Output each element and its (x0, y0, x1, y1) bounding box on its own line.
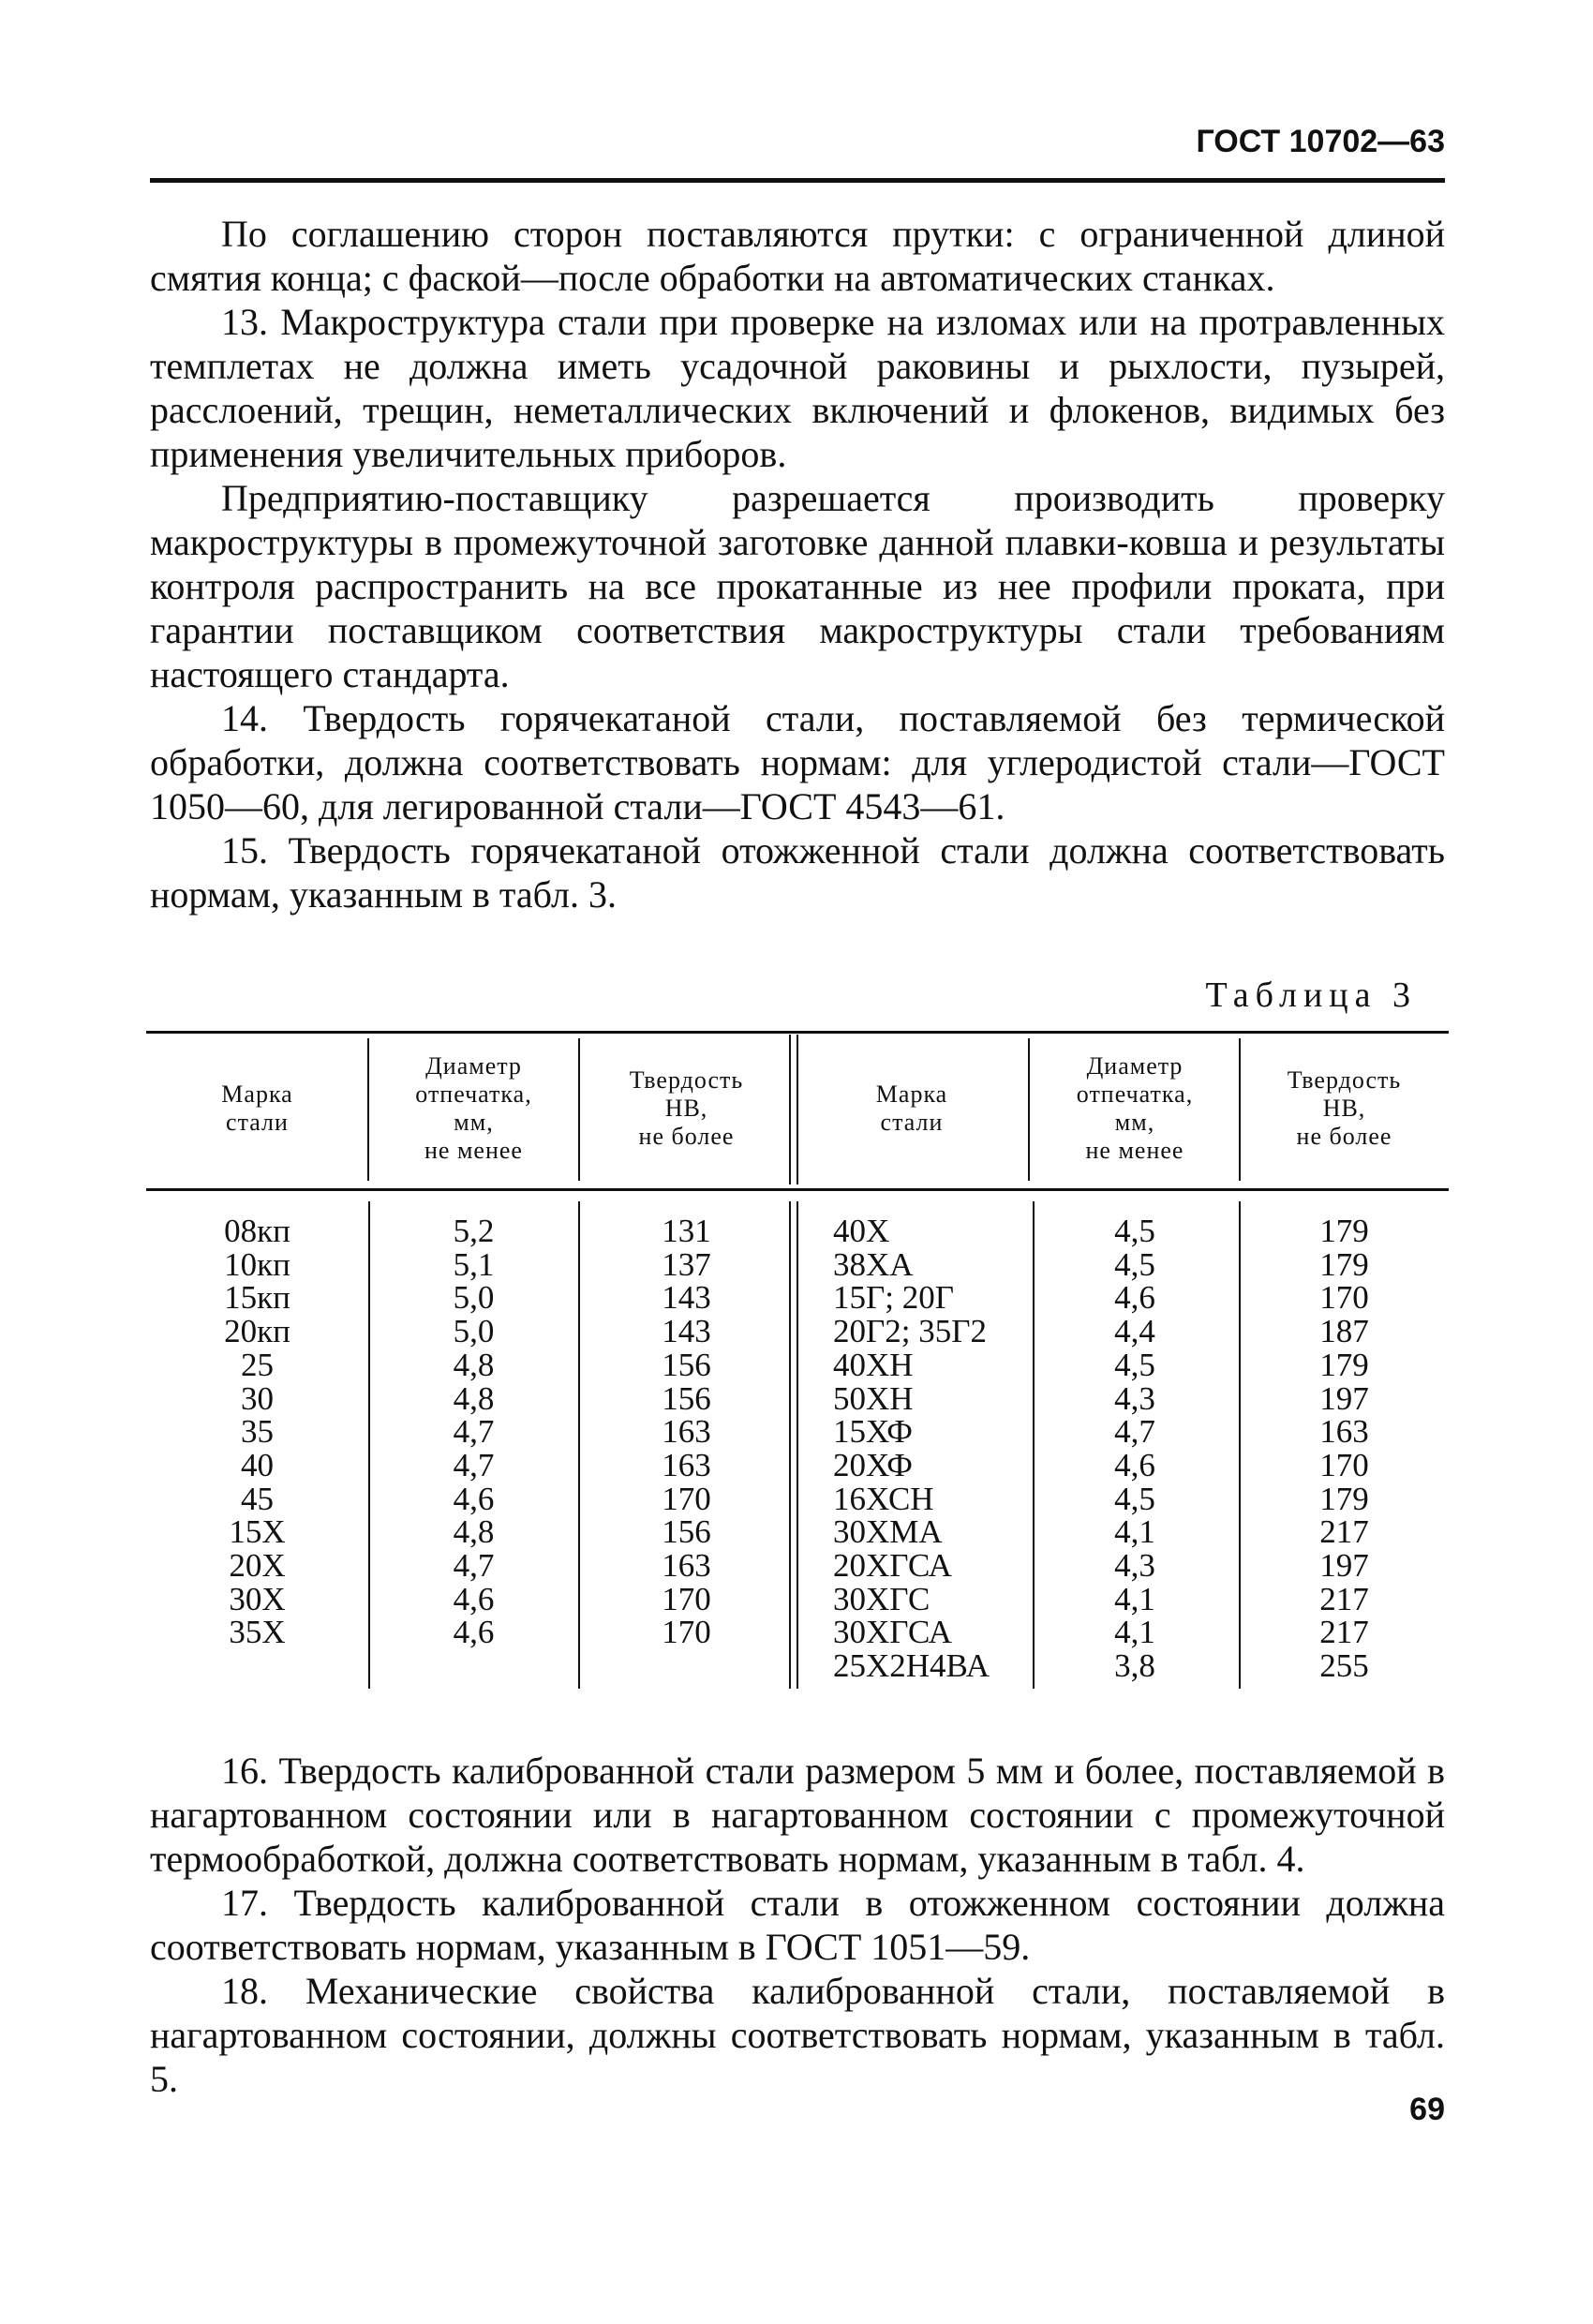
cell-grade: 40ХН (833, 1346, 914, 1383)
table-row (146, 1315, 1449, 1348)
header-rule (150, 178, 1445, 183)
cell-diameter: 5,1 (453, 1245, 495, 1283)
cell-grade: 45 (241, 1480, 274, 1517)
cell-grade: 25Х2Н4ВА (833, 1647, 990, 1685)
cell-diameter: 4,7 (1114, 1413, 1155, 1451)
header-hardness: Твердость HB, не более (629, 1066, 744, 1150)
cell-hardness: 217 (1319, 1513, 1369, 1551)
header-grade: Марка стали (221, 1080, 293, 1136)
table-header-row (146, 1031, 1449, 1186)
cell-diameter: 4,8 (453, 1379, 495, 1417)
header-diameter: Диаметр отпечатка, мм, не менее (1076, 1052, 1194, 1164)
cell-hardness: 143 (662, 1313, 711, 1350)
cell-diameter: 4,5 (1114, 1480, 1155, 1517)
cell-grade: 30ХМА (833, 1513, 943, 1551)
cell-grade: 16ХСН (833, 1480, 934, 1517)
cell-hardness: 131 (662, 1213, 711, 1249)
cell-grade: 38ХА (833, 1245, 914, 1283)
cell-grade: 08кп (224, 1213, 290, 1249)
cell-grade: 20Г2; 35Г2 (833, 1313, 987, 1350)
cell-hardness: 156 (662, 1346, 711, 1383)
cell-grade (146, 1649, 368, 1683)
paragraph-15: 15. Твердость горячекатаной отожженной стали должна соответствовать нормам, указанным в табл. 3. (150, 829, 1445, 916)
paragraph-13: 13. Макроструктура стали при проверке на изломах или на протравленных темплетах не должна иметь усадочной раковины и рыхлости, пузырей, расслоений, трещин, неметаллических включений и флокенов, видимых без применения увеличительных приборов. (150, 301, 1445, 475)
cell-hardness: 163 (662, 1446, 711, 1483)
cell-diameter: 4,7 (453, 1413, 495, 1451)
paragraph: Предприятию-поставщику разрешается производить проверку макроструктуры в промежуточной заготовке данной плавки-ковша и результаты контроля распространить на все прокатанные из нее профили проката, при гарантии поставщиком соответствия макроструктуры стали требованиям настоящего стандарта. (150, 477, 1445, 695)
cell-grade: 20ХФ (833, 1446, 913, 1483)
paragraph-14: 14. Твердость горячекатаной стали, поставляемой без термической обработки, должна соответствовать нормам: для углеродистой стали—ГОСТ 1050—60, для легированной стали—ГОСТ 4543—61. (150, 697, 1445, 827)
cell-grade: 30Х (229, 1580, 286, 1617)
steel-hardness-table (146, 1031, 1449, 1683)
cell-grade: 50ХН (833, 1379, 914, 1417)
cell-diameter: 4,6 (453, 1614, 495, 1651)
cell-grade: 40 (241, 1446, 274, 1483)
cell-grade: 20кп (224, 1313, 290, 1350)
table-row (146, 1549, 1449, 1583)
cell-hardness: 143 (662, 1279, 711, 1317)
cell-hardness: 179 (1319, 1245, 1369, 1283)
table-row (146, 1281, 1449, 1315)
cell-grade: 35Х (229, 1614, 286, 1651)
cell-diameter: 4,4 (1114, 1313, 1155, 1350)
cell-hardness: 197 (1319, 1379, 1369, 1417)
cell-diameter: 4,6 (453, 1480, 495, 1517)
table-row (146, 1482, 1449, 1516)
cell-grade: 30ХГС (833, 1580, 930, 1617)
cell-diameter: 4,8 (453, 1346, 495, 1383)
cell-grade: 35 (241, 1413, 274, 1451)
cell-grade: 20ХГСА (833, 1547, 952, 1585)
cell-hardness: 170 (662, 1614, 711, 1651)
paragraph-17: 17. Твердость калиброванной стали в отожженном состоянии должна соответствовать нормам, указанным в ГОСТ 1051—59. (150, 1882, 1445, 1968)
cell-hardness: 197 (1319, 1547, 1369, 1585)
cell-diameter: 5,0 (453, 1313, 495, 1350)
cell-hardness: 217 (1319, 1580, 1369, 1617)
cell-diameter: 4,3 (1114, 1379, 1155, 1417)
document-code: ГОСТ 10702—63 (1196, 124, 1445, 159)
cell-grade: 15Г; 20Г (833, 1279, 954, 1317)
cell-hardness (579, 1649, 794, 1683)
table-row (146, 1415, 1449, 1449)
table-row (146, 1248, 1449, 1282)
cell-diameter: 4,1 (1114, 1580, 1155, 1617)
body-text-bottom (150, 1749, 1445, 2101)
cell-hardness: 179 (1319, 1213, 1369, 1249)
cell-diameter: 4,1 (1114, 1614, 1155, 1651)
table-caption: Таблица 3 (1205, 976, 1417, 1015)
cell-diameter: 4,6 (453, 1580, 495, 1617)
cell-hardness: 163 (662, 1547, 711, 1585)
cell-diameter (368, 1649, 579, 1683)
cell-grade: 10кп (224, 1245, 290, 1283)
paragraph: По соглашению сторон поставляются прутки: с ограниченной длиной смятия конца; с фаской—после обработки на автоматических станках. (150, 213, 1445, 299)
header-hardness: Твердость HB, не более (1287, 1066, 1402, 1150)
body-text-top (150, 212, 1445, 916)
cell-diameter: 4,7 (453, 1547, 495, 1585)
cell-hardness: 179 (1319, 1480, 1369, 1517)
cell-grade: 15ХФ (833, 1413, 913, 1451)
cell-diameter: 4,1 (1114, 1513, 1155, 1551)
cell-grade: 30 (241, 1379, 274, 1417)
table-row (146, 1583, 1449, 1616)
cell-diameter: 3,8 (1114, 1647, 1155, 1685)
table-row (146, 1449, 1449, 1482)
cell-hardness: 163 (662, 1413, 711, 1451)
cell-hardness: 217 (1319, 1614, 1369, 1651)
cell-hardness: 137 (662, 1245, 711, 1283)
cell-diameter: 4,7 (453, 1446, 495, 1483)
header-diameter: Диаметр отпечатка, мм, не менее (415, 1052, 532, 1164)
cell-hardness: 255 (1319, 1647, 1369, 1685)
header-grade: Марка стали (875, 1080, 948, 1136)
cell-hardness: 163 (1319, 1413, 1369, 1451)
cell-diameter: 4,3 (1114, 1547, 1155, 1585)
cell-hardness: 170 (662, 1580, 711, 1617)
cell-diameter: 4,6 (1114, 1446, 1155, 1483)
cell-hardness: 156 (662, 1379, 711, 1417)
cell-diameter: 4,6 (1114, 1279, 1155, 1317)
cell-diameter: 5,0 (453, 1279, 495, 1317)
cell-grade: 40Х (833, 1213, 890, 1249)
cell-hardness: 170 (1319, 1279, 1369, 1317)
cell-diameter: 4,8 (453, 1513, 495, 1551)
cell-diameter: 5,2 (453, 1213, 495, 1249)
page-number: 69 (1409, 2092, 1445, 2127)
cell-hardness: 187 (1319, 1313, 1369, 1350)
cell-diameter: 4,5 (1114, 1346, 1155, 1383)
cell-hardness: 170 (662, 1480, 711, 1517)
cell-grade: 15кп (224, 1279, 290, 1317)
table-row (146, 1616, 1449, 1649)
table-row (146, 1382, 1449, 1416)
table-row (146, 1186, 1449, 1248)
table-row (146, 1515, 1449, 1549)
table-row (146, 1348, 1449, 1382)
cell-diameter: 4,5 (1114, 1213, 1155, 1249)
paragraph-16: 16. Твердость калиброванной стали размером 5 мм и более, поставляемой в нагартованном состоянии или в нагартованном состоянии с промежуточной термообработкой, должна соответствовать нормам, указанным в табл. 4. (150, 1750, 1445, 1880)
cell-grade: 20Х (229, 1547, 286, 1585)
cell-grade: 15Х (229, 1513, 286, 1551)
table-row (146, 1649, 1449, 1683)
cell-grade: 30ХГСА (833, 1614, 952, 1651)
cell-grade: 25 (241, 1346, 274, 1383)
paragraph-18: 18. Механические свойства калиброванной стали, поставляемой в нагартованном состоянии, должны соответствовать нормам, указанным в табл. 5. (150, 1970, 1445, 2100)
cell-hardness: 179 (1319, 1346, 1369, 1383)
cell-hardness: 170 (1319, 1446, 1369, 1483)
cell-diameter: 4,5 (1114, 1245, 1155, 1283)
cell-hardness: 156 (662, 1513, 711, 1551)
